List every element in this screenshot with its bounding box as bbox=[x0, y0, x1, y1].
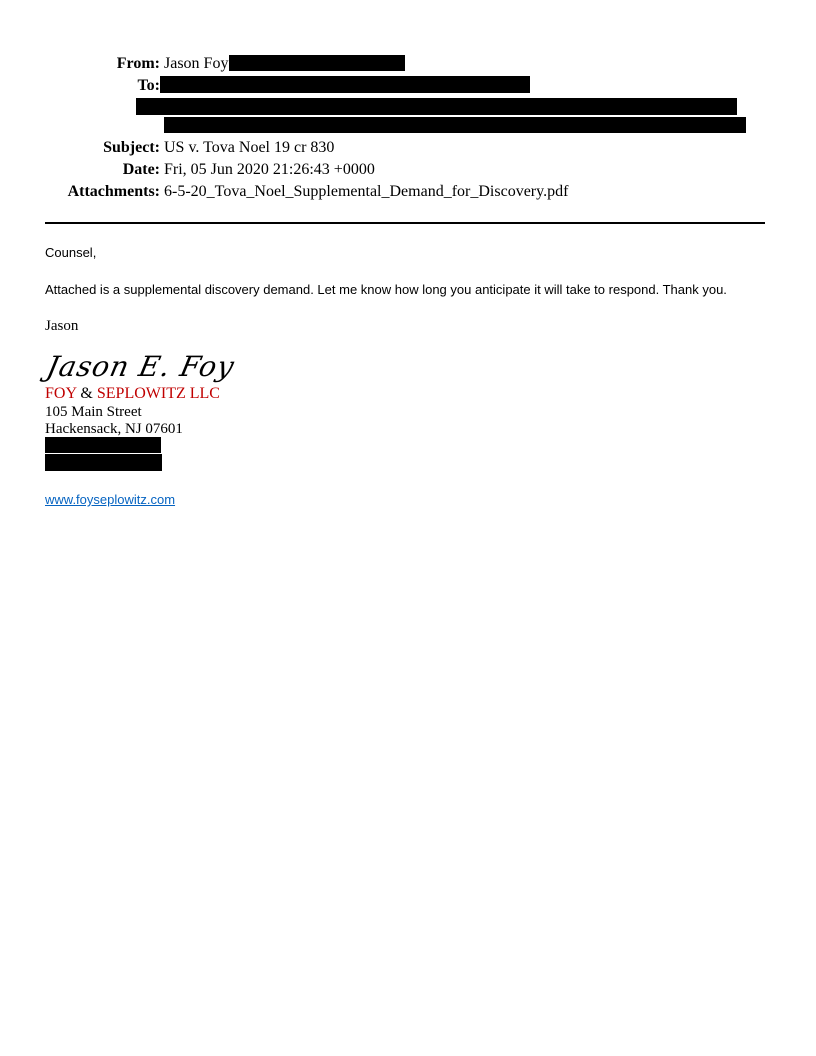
message-text: Attached is a supplemental discovery demand. Let me know how long you anticipate it will take to respond. Thank you. bbox=[45, 282, 727, 297]
address-line-2: Hackensack, NJ 07601 bbox=[45, 421, 183, 437]
date-value: Fri, 05 Jun 2020 21:26:43 +0000 bbox=[164, 161, 375, 178]
greeting: Counsel, bbox=[45, 245, 97, 260]
redaction-to-2 bbox=[136, 98, 737, 115]
firm-name-part1: FOY bbox=[45, 385, 77, 402]
website-link[interactable]: www.foyseplowitz.com bbox=[45, 492, 176, 507]
to-label: To: bbox=[137, 77, 160, 94]
redaction-to-3 bbox=[164, 117, 746, 133]
firm-name bbox=[45, 385, 220, 403]
redaction-phone-2 bbox=[45, 454, 162, 471]
header-divider bbox=[45, 222, 765, 224]
handwritten-signature: Jason E. Foy bbox=[43, 350, 238, 383]
date-label: Date: bbox=[122, 161, 160, 178]
subject-value: US v. Tova Noel 19 cr 830 bbox=[164, 139, 335, 156]
firm-name-part2: SEPLOWITZ LLC bbox=[96, 385, 220, 402]
from-label: From: bbox=[116, 55, 160, 72]
attachment-filename[interactable]: 6-5-20_Tova_Noel_Supplemental_Demand_for_Discovery.pdf bbox=[164, 183, 569, 200]
address-line-1: 105 Main Street bbox=[45, 404, 142, 420]
redaction-from bbox=[229, 55, 405, 71]
signoff: Jason bbox=[45, 318, 79, 334]
attachments-label: Attachments: bbox=[67, 183, 160, 200]
from-value: Jason Foy bbox=[164, 55, 229, 72]
redaction-to-1 bbox=[160, 76, 530, 93]
subject-label: Subject: bbox=[103, 139, 160, 156]
firm-name-ampersand: & bbox=[80, 385, 93, 402]
redaction-phone-1 bbox=[45, 437, 161, 453]
